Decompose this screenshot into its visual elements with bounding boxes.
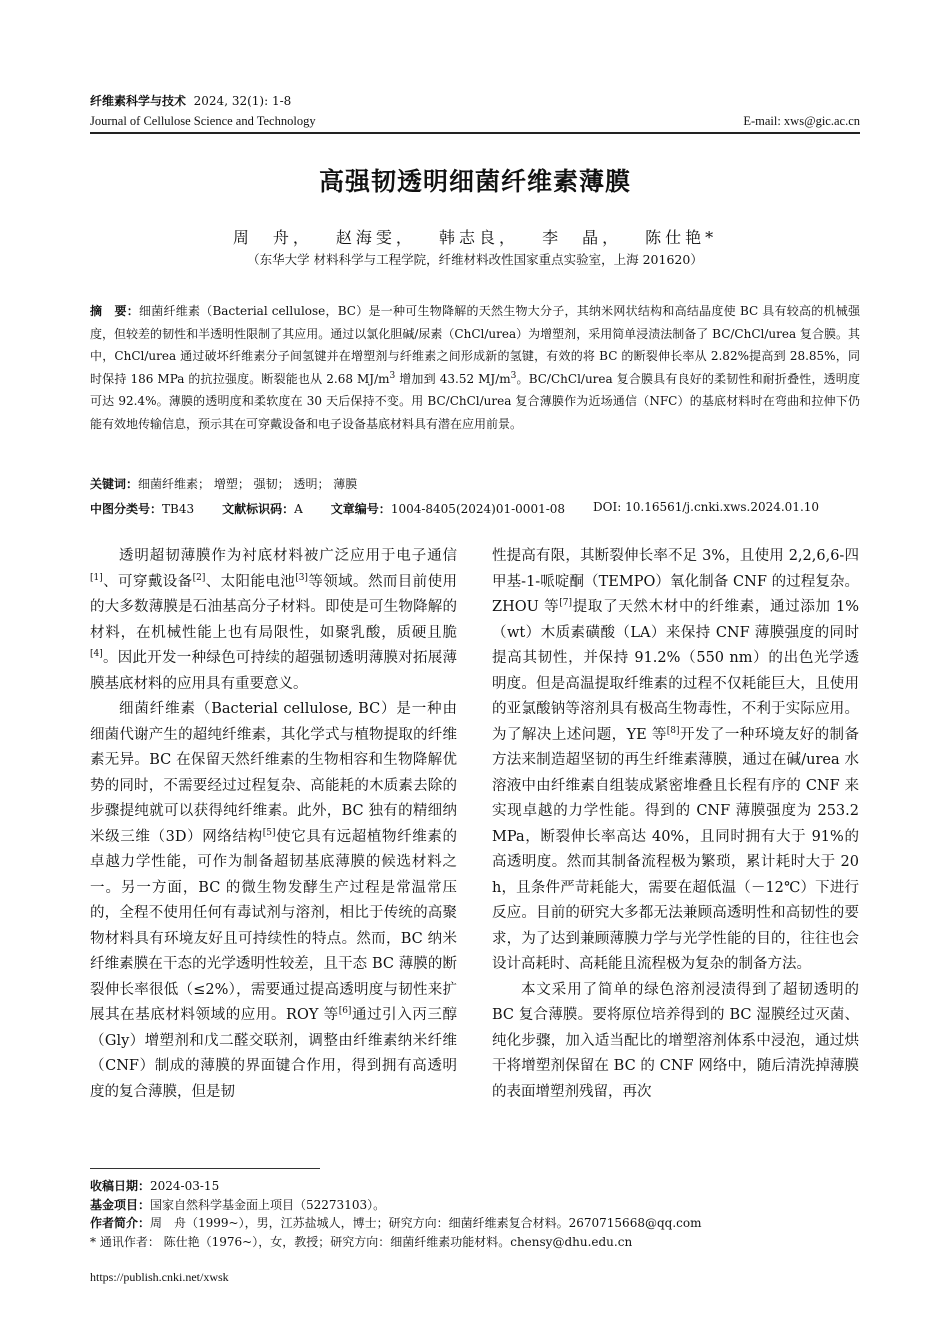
- text-run: 透明超韧薄膜作为衬底材料被广泛应用于电子通信: [119, 548, 457, 564]
- article-authors: 周 舟， 赵海雯， 韩志良， 李 晶， 陈仕艳*: [232, 228, 718, 247]
- footnote-text: 国家自然科学基金面上项目（52273103）。: [150, 1198, 386, 1212]
- paragraph: [90, 697, 457, 1105]
- footnote-received: [90, 1178, 860, 1194]
- footnote-label: 作者简介：: [90, 1216, 151, 1230]
- footnote-corresponding: * 通讯作者： 陈仕艳（1976~），女，教授；研究方向：细菌纤维素功能材料。chensy@dhu.edu.cn: [90, 1235, 633, 1249]
- doc-code-label: 文献标识码：: [222, 502, 295, 516]
- text-run: 、可穿戴设备: [102, 573, 193, 590]
- text-run: 提取了天然木材中的纤维素，通过添加 1%（wt）木质素磺酸（LA）来保持 CNF 薄膜强度的同时提高其韧性，并保持 91.2%（550 nm）的出色光学透明度。但是高温提取纤维素的过程不仅耗能巨大，且使用的亚氯酸钠等溶剂具有极高生物毒性，不利于实际应用。为了解决上述问题，YE 等: [492, 599, 859, 743]
- clc-label: 中图分类号：: [90, 502, 163, 516]
- abstract-sup-a: 3: [389, 370, 396, 381]
- article-affiliation: （东华大学 材料科学与工程学院，纤维材料改性国家重点实验室，上海 201620）: [247, 252, 703, 267]
- paragraph: [90, 544, 457, 697]
- journal-issue: 2024, 32(1): 1-8: [193, 94, 292, 108]
- header-rule: [90, 132, 860, 134]
- keywords-text: 细菌纤维素； 增塑； 强韧； 透明； 薄膜: [138, 477, 358, 491]
- citation: [1]: [90, 572, 103, 583]
- abstract-label: 摘 要：: [90, 304, 139, 318]
- doc-code-value: A: [294, 502, 303, 516]
- body-right-column: [492, 544, 859, 1105]
- footnote-label: 收稿日期：: [90, 1179, 151, 1193]
- doi: DOI: 10.16561/j.cnki.xws.2024.01.10: [593, 500, 820, 514]
- text-run: 。因此开发一种绿色可持续的超强韧透明薄膜对拓展薄膜基底材料的应用具有重要意义。: [90, 650, 457, 692]
- footnote-text: 周 舟（1999~），男，江苏盐城人，博士；研究方向：细菌纤维素复合材料。2670715668@qq.com: [150, 1216, 702, 1230]
- body-left-column: [90, 544, 457, 1105]
- paragraph: [492, 978, 859, 1106]
- journal-name-en: Journal of Cellulose Science and Technology: [90, 114, 316, 128]
- abstract-text-a: 细菌纤维素（Bacterial cellulose，BC）是一种可生物降解的天然生物大分子，其纳米网状结构和高结晶度使 BC 具有较高的机械强度，但较差的韧性和半透明性限制了其应用。通过以氯化胆碱/尿素（ChCl/urea）为增塑剂，采用简单浸渍法制备了 BC/ChCl/urea 复合膜。其中，ChCl/urea 通过破坏纤维素分子间氢键并在增塑剂与纤维素之间形成新的氢键，有效的将 BC 的断裂伸长率从 2.82%提高到 28.85%，同时保持 186 MPa 的抗拉强度。断裂能也从 2.68 MJ/m: [90, 304, 860, 386]
- classification-row: [90, 500, 860, 517]
- clc-value: TB43: [162, 502, 195, 516]
- footnote-fund: [90, 1197, 860, 1213]
- text-run: 通过引入丙三醇（Gly）增塑剂和戊二醛交联剂，调整由纤维素纳米纤维（CNF）制成的薄膜的界面键合作用，得到拥有高透明度的复合薄膜，但是韧: [90, 1007, 457, 1100]
- footnote-label: 基金项目：: [90, 1198, 151, 1212]
- article-title: 高强韧透明细菌纤维素薄膜: [318, 167, 631, 196]
- text-run: 性提高有限，其断裂伸长率不足 3%，且使用 2,2,6,6-四甲基-1-哌啶酮（TEMPO）氧化制备 CNF 的过程复杂。ZHOU 等: [492, 548, 859, 615]
- abstract-text-b: 增加到 43.52 MJ/m: [395, 371, 511, 386]
- citation: [3]: [295, 572, 308, 583]
- abstract-text-c: 。BC/ChCl/urea 复合膜具有良好的柔韧性和耐折叠性，透明度可达 92.4%。薄膜的透明度和柔软度在 30 天后保持不变。用 BC/ChCl/urea 复合薄膜作为近场通信（NFC）的基底材料时在弯曲和拉伸下仍能有效地传输信息，预示其在可穿戴设备和电子设备基底材料具有潜在应用前景。: [90, 371, 860, 431]
- journal-email: E-mail: xws@gic.ac.cn: [743, 114, 860, 128]
- text-run: 开发了一种环境友好的制备方法来制造超坚韧的再生纤维素薄膜，通过在碱/urea 水溶液中由纤维素自组装成紧密堆叠且长程有序的 CNF 来实现卓越的力学性能。得到的 CNF 薄膜强度为 253.2 MPa，断裂伸长率高达 40%，且同时拥有大于 91%的高透明度。然而其制备流程极为繁琐，累计耗时大于 20 h，且条件严苛耗能大，需要在超低温（－12℃）下进行反应。目前的研究大多都无法兼顾高透明性和高韧性的要求，为了达到兼顾薄膜力学与光学性能的目的，往往也会设计高耗时、高耗能且流程极为复杂的制备方法。: [492, 726, 860, 972]
- paragraph: [492, 544, 859, 978]
- text-run: 等领域。然而目前使用的大多数薄膜是石油基高分子材料。即使是可生物降解的材料，在机械性能上也有局限性，如聚乳酸，质硬且脆: [90, 573, 457, 641]
- footnote-text: 2024-03-15: [150, 1179, 220, 1193]
- text-run: 、太阳能电池: [205, 573, 296, 590]
- text-run: 本文采用了简单的绿色溶剂浸渍得到了超韧透明的 BC 复合薄膜。要将原位培养得到的 BC 湿膜经过灭菌、纯化步骤，加入适当配比的增塑溶剂体系中浸泡，通过烘干将增塑剂保留在 BC 的 CNF 网络中，随后清洗掉薄膜的表面增塑剂残留，再次: [492, 981, 859, 1100]
- footer-url[interactable]: https://publish.cnki.net/xwsk: [90, 1270, 229, 1284]
- journal-header-line1: [90, 92, 291, 109]
- footnote-author: [90, 1215, 860, 1231]
- citation: [5]: [262, 827, 276, 838]
- footnote-rule: [90, 1168, 320, 1169]
- journal-name-cn: 纤维素科学与技术: [90, 94, 187, 108]
- citation: [7]: [559, 598, 573, 609]
- citation: [2]: [192, 572, 206, 583]
- article-number-label: 文章编号：: [330, 502, 391, 516]
- citation: [4]: [90, 649, 103, 660]
- text-run: 细菌纤维素（Bacterial cellulose, BC）是一种由细菌代谢产生的超纯纤维素，其化学式与植物提取的纤维素无异。BC 在保留天然纤维素的生物相容和生物降解优势的同时，不需要经过过程复杂、高能耗的木质素去除的步骤提纯就可以获得纯纤维素。此外，BC 独有的精细纳米级三维（3D）网络结构: [90, 701, 457, 845]
- abstract-sup-b: 3: [510, 370, 517, 381]
- text-run: 使它具有远超植物纤维素的卓越力学性能，可作为制备超韧基底薄膜的候选材料之一。另一方面，BC 的微生物发酵生产过程是常温常压的，全程不使用任何有毒试剂与溶剂，相比于传统的高聚物材料具有环境友好且可持续性的特点。然而，BC 纳米纤维素膜在干态的光学透明性较差，且干态 BC 薄膜的断裂伸长率很低（≤2%），需要通过提高透明度与韧性来扩展其在基底材料领域的应用。ROY 等: [90, 828, 457, 1023]
- abstract: [90, 300, 860, 435]
- citation: [6]: [338, 1006, 352, 1017]
- citation: [8]: [666, 725, 680, 736]
- keywords-label: 关键词：: [90, 477, 139, 491]
- keywords: [90, 475, 860, 492]
- article-number-value: 1004-8405(2024)01-0001-08: [390, 502, 566, 516]
